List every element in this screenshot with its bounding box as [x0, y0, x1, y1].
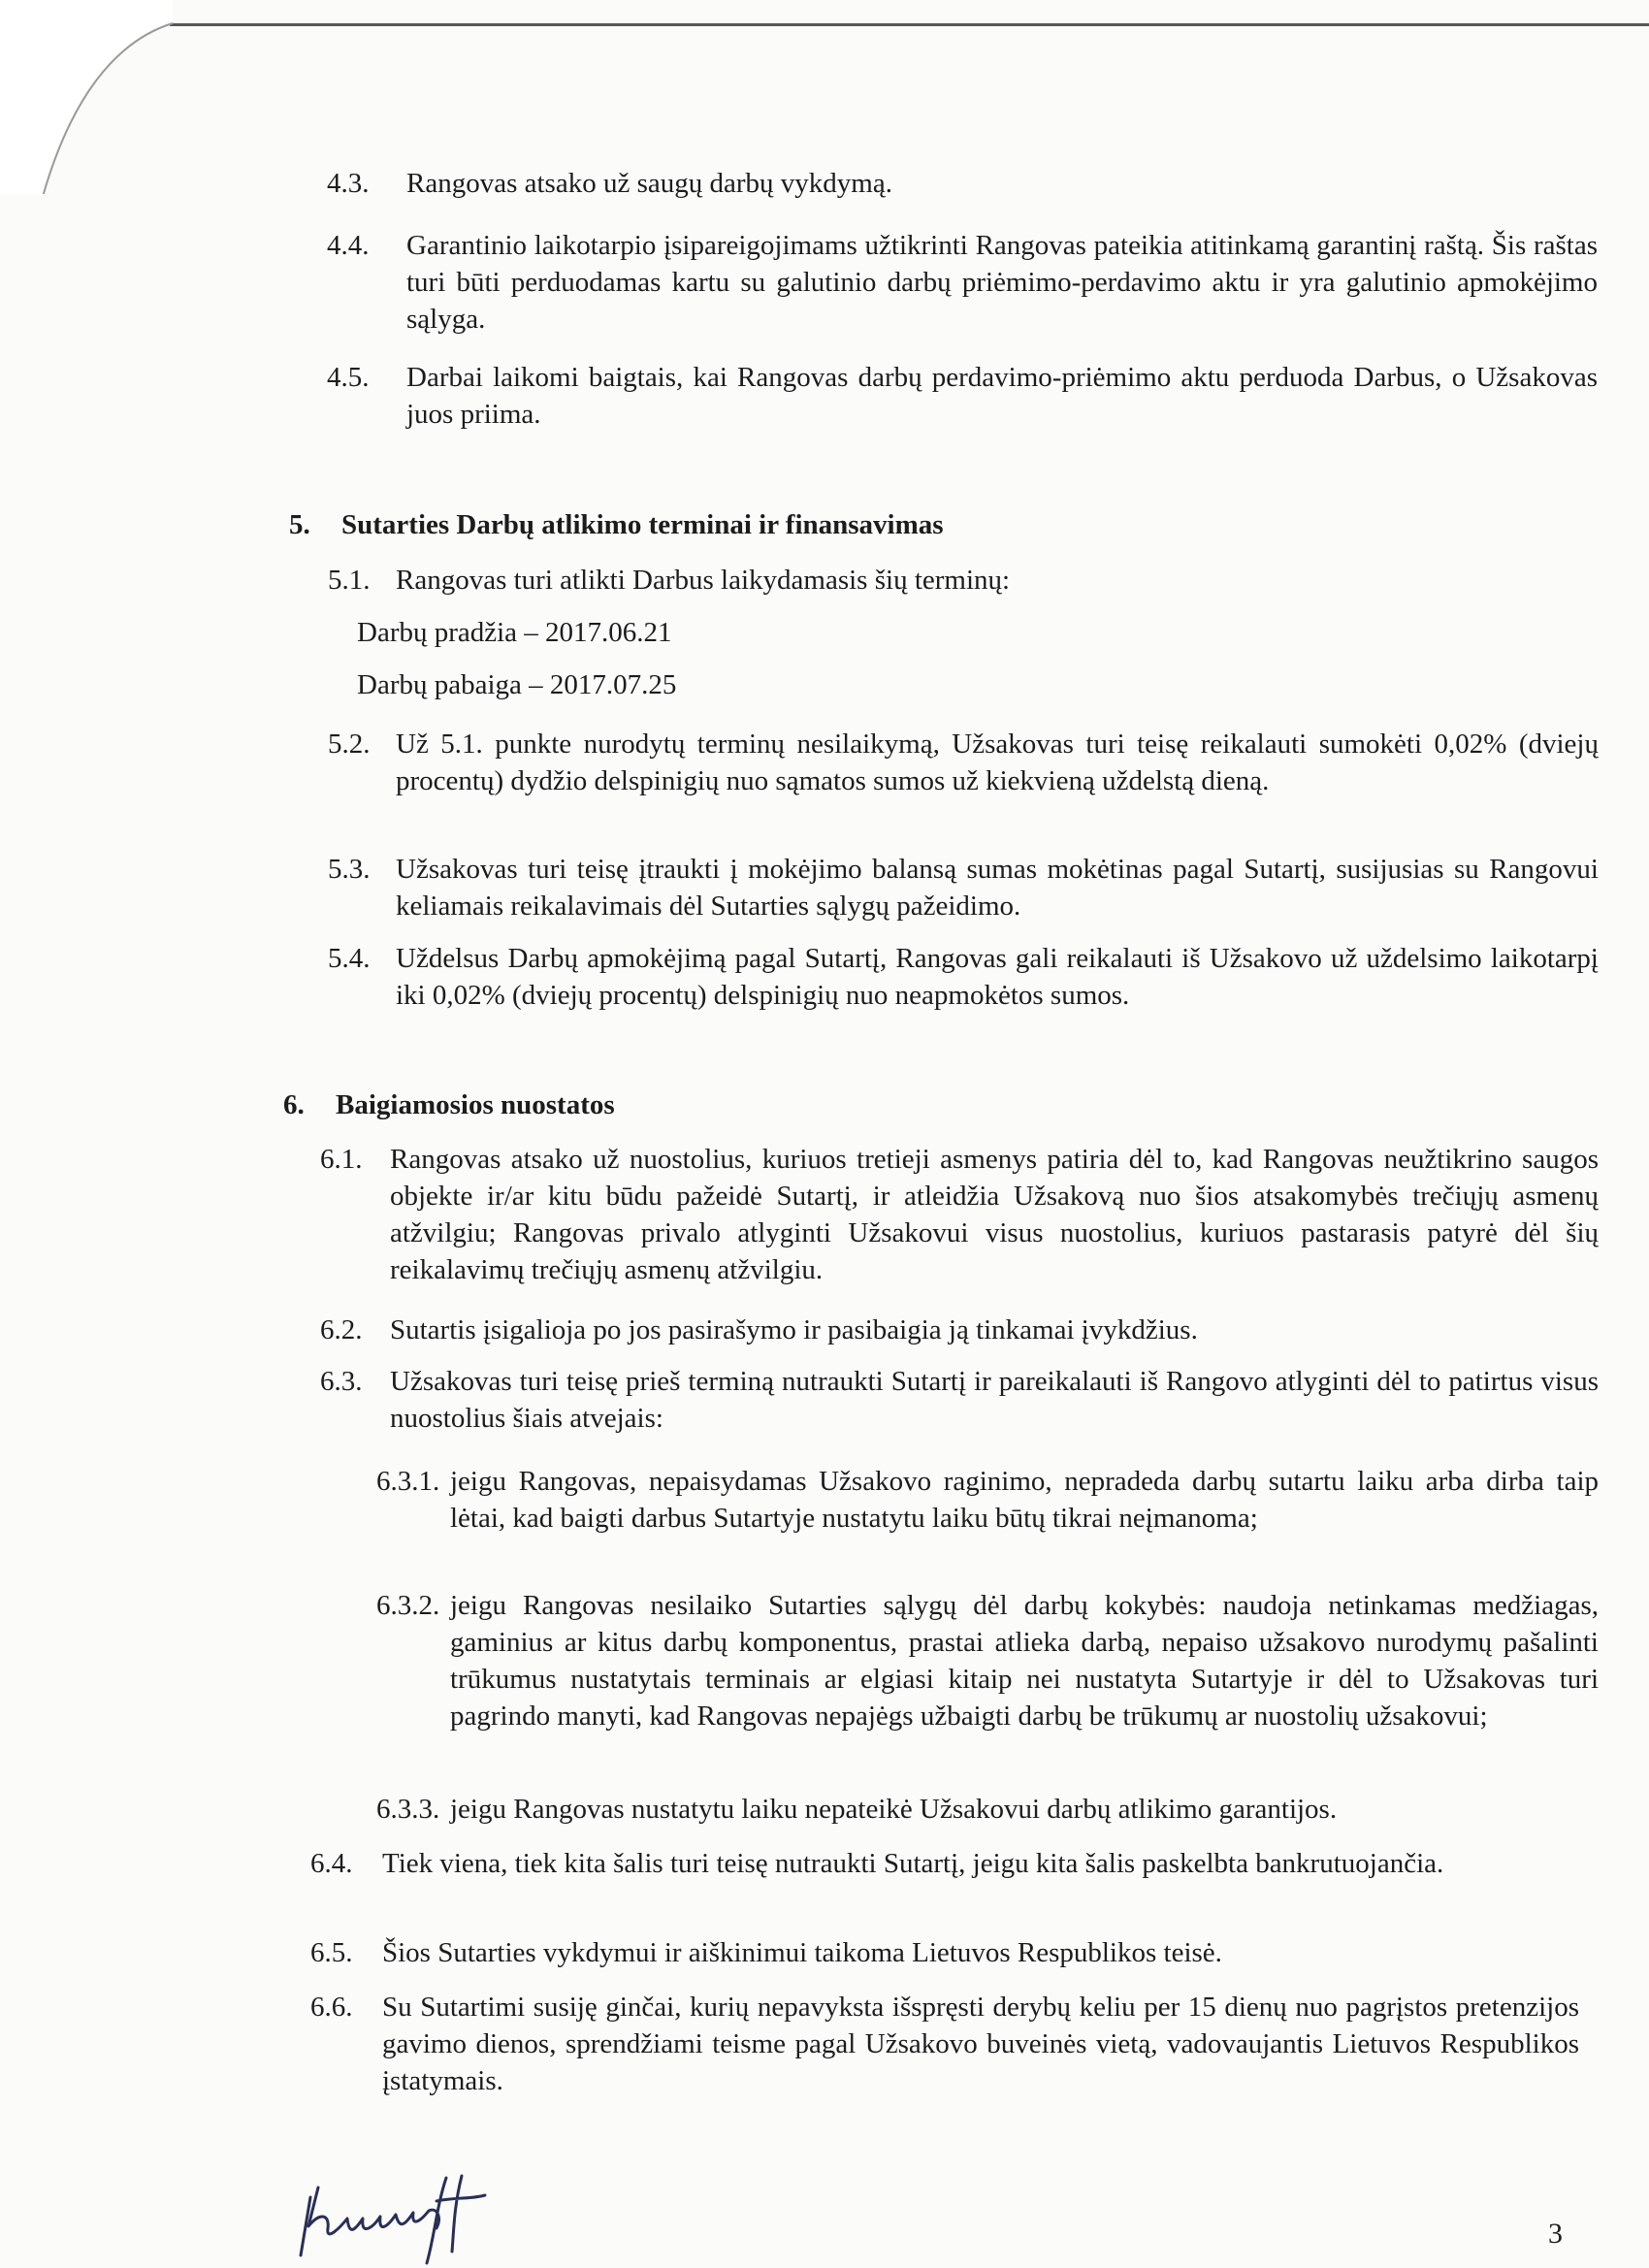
- clause-number: 5.3.: [328, 854, 371, 885]
- clause-5-3: [328, 851, 1599, 924]
- clause-text: Šios Sutarties vykdymui ir aiškinimui taikoma Lietuvos Respublikos teisė.: [382, 1937, 1222, 1968]
- clause-text: jeigu Rangovas nustatytu laiku nepateikė Užsakovui darbų atlikimo garantijos.: [450, 1794, 1338, 1825]
- clause-6-1: [320, 1141, 1599, 1288]
- clause-4-5: [327, 359, 1598, 433]
- clause-number: 4.5.: [327, 362, 370, 393]
- clause-6-3: [320, 1363, 1599, 1437]
- section-title: Baigiamosios nuostatos: [336, 1089, 615, 1120]
- clause-4-4: [327, 227, 1598, 338]
- clause-number: 6.5.: [310, 1937, 353, 1968]
- clause-text: jeigu Rangovas nesilaiko Sutarties sąlygų dėl darbų kokybės: naudoja netinkamas medžiagas, gaminius ar kitus darbų komponentus, prastai atlieka darbą, nepaiso užsakovo nurodymų pašalinti trūkumus nustatytais terminais ar elgiasi kitaip nei nustatyta Sutartyje ir dėl to Užsakovas turi pagrindo manyti, kad Rangovas nepajėgs užbaigti darbų be trūkumų ar nuostolių užsakovui;: [450, 1590, 1599, 1732]
- clause-number: 6.4.: [310, 1848, 353, 1879]
- clause-text: Užsakovas turi teisę prieš terminą nutraukti Sutartį ir pareikalauti iš Rangovo atlyginti dėl to patirtus visus nuostolius šiais atvejais:: [390, 1366, 1599, 1434]
- clause-number: 4.4.: [327, 230, 370, 261]
- clause-text: Uždelsus Darbų apmokėjimą pagal Sutartį, Rangovas gali reikalauti iš Užsakovo už uždelsimo laikotarpį iki 0,02% (dviejų procentų) delspinigių nuo neapmokėtos sumos.: [396, 943, 1599, 1011]
- clause-number: 6.1.: [320, 1144, 363, 1175]
- section-title: Sutarties Darbų atlikimo terminai ir finansavimas: [341, 509, 944, 540]
- clause-6-3-2: [376, 1587, 1599, 1734]
- scan-edge-line: [170, 23, 1649, 26]
- clause-text: Už 5.1. punkte nurodytų terminų nesilaikymą, Užsakovas turi teisę reikalauti sumokėti 0,02% (dviejų procentų) dydžio delspinigių nuo sąmatos sumos už kiekvieną uždelstą dieną.: [396, 729, 1599, 796]
- clause-5-2: [328, 726, 1599, 799]
- clause-text: Užsakovas turi teisę įtraukti į mokėjimo balansą sumas mokėtinas pagal Sutartį, susijusias su Rangovui keliamais reikalavimais dėl Sutarties sąlygų pažeidimo.: [396, 854, 1599, 922]
- clause-text: Garantinio laikotarpio įsipareigojimams užtikrinti Rangovas pateikia atitinkamą garantinį raštą. Šis raštas turi būti perduodamas kartu su galutinio darbų priėmimo-perdavimo aktu ir yra galutinio apmokėjimo sąlyga.: [406, 230, 1598, 335]
- section-number: 5.: [289, 509, 310, 540]
- scan-corner-fold: [0, 0, 194, 194]
- clause-number: 6.3.: [320, 1366, 363, 1397]
- handwritten-signature: [291, 2158, 543, 2265]
- clause-number: 6.3.1.: [376, 1466, 440, 1497]
- clause-text: Rangovas atsako už saugų darbų vykdymą.: [406, 168, 892, 199]
- section-6-heading: [283, 1086, 615, 1123]
- clause-6-4: [310, 1845, 1579, 1882]
- clause-text: Rangovas atsako už nuostolius, kuriuos tretieji asmenys patiria dėl to, kad Rangovas neužtikrino saugos objekte ir/ar kitu būdu pažeidė Sutartį, ir atleidžia Užsakovą nuo šios atsakomybės trečiųjų asmenų atžvilgiu; Rangovas privalo atlyginti Užsakovui visus nuostolius, kuriuos pastarasis patyrė dėl šių reikalavimų trečiųjų asmenų atžvilgiu.: [390, 1144, 1599, 1285]
- clause-4-3: [327, 165, 1598, 202]
- clause-text: Sutartis įsigalioja po jos pasirašymo ir pasibaigia ją tinkamai įvykdžius.: [390, 1314, 1198, 1345]
- clause-6-3-3: [376, 1791, 1599, 1828]
- section-5-heading: [289, 506, 944, 543]
- clause-number: 4.3.: [327, 168, 370, 199]
- clause-text: Darbai laikomi baigtais, kai Rangovas darbų perdavimo-priėmimo aktu perduoda Darbus, o Užsakovas juos priima.: [406, 362, 1598, 430]
- section-number: 6.: [283, 1089, 305, 1120]
- clause-number: 5.1.: [328, 565, 371, 596]
- clause-number: 6.3.3.: [376, 1794, 440, 1825]
- works-start-date: Darbų pradžia – 2017.06.21: [357, 617, 672, 648]
- clause-6-6: [310, 1989, 1579, 2099]
- clause-number: 6.6.: [310, 1992, 353, 2023]
- clause-text: Su Sutartimi susiję ginčai, kurių nepavyksta išspręsti derybų keliu per 15 dienų nuo pagrįstos pretenzijos gavimo dienos, sprendžiami teisme pagal Užsakovo buveinės vietą, vadovaujantis Lietuvos Respublikos įstatymais.: [382, 1992, 1579, 2096]
- clause-6-5: [310, 1934, 1579, 1971]
- clause-6-3-1: [376, 1463, 1599, 1537]
- page-number: 3: [1548, 2218, 1563, 2250]
- clause-number: 5.4.: [328, 943, 371, 974]
- clause-text: Tiek viena, tiek kita šalis turi teisę nutraukti Sutartį, jeigu kita šalis paskelbta bankrutuojančia.: [382, 1848, 1444, 1879]
- clause-number: 5.2.: [328, 729, 371, 760]
- clause-number: 6.2.: [320, 1314, 363, 1345]
- clause-text: Rangovas turi atlikti Darbus laikydamasis šių terminų:: [396, 565, 1011, 596]
- clause-text: jeigu Rangovas, nepaisydamas Užsakovo raginimo, nepradeda darbų sutartu laiku arba dirba taip lėtai, kad baigti darbus Sutartyje nustatytu laiku būtų tikrai neįmanoma;: [450, 1466, 1599, 1534]
- clause-number: 6.3.2.: [376, 1590, 440, 1621]
- clause-5-1: [328, 562, 1599, 599]
- clause-5-4: [328, 940, 1599, 1014]
- clause-6-2: [320, 1312, 1599, 1348]
- works-end-date: Darbų pabaiga – 2017.07.25: [357, 669, 677, 700]
